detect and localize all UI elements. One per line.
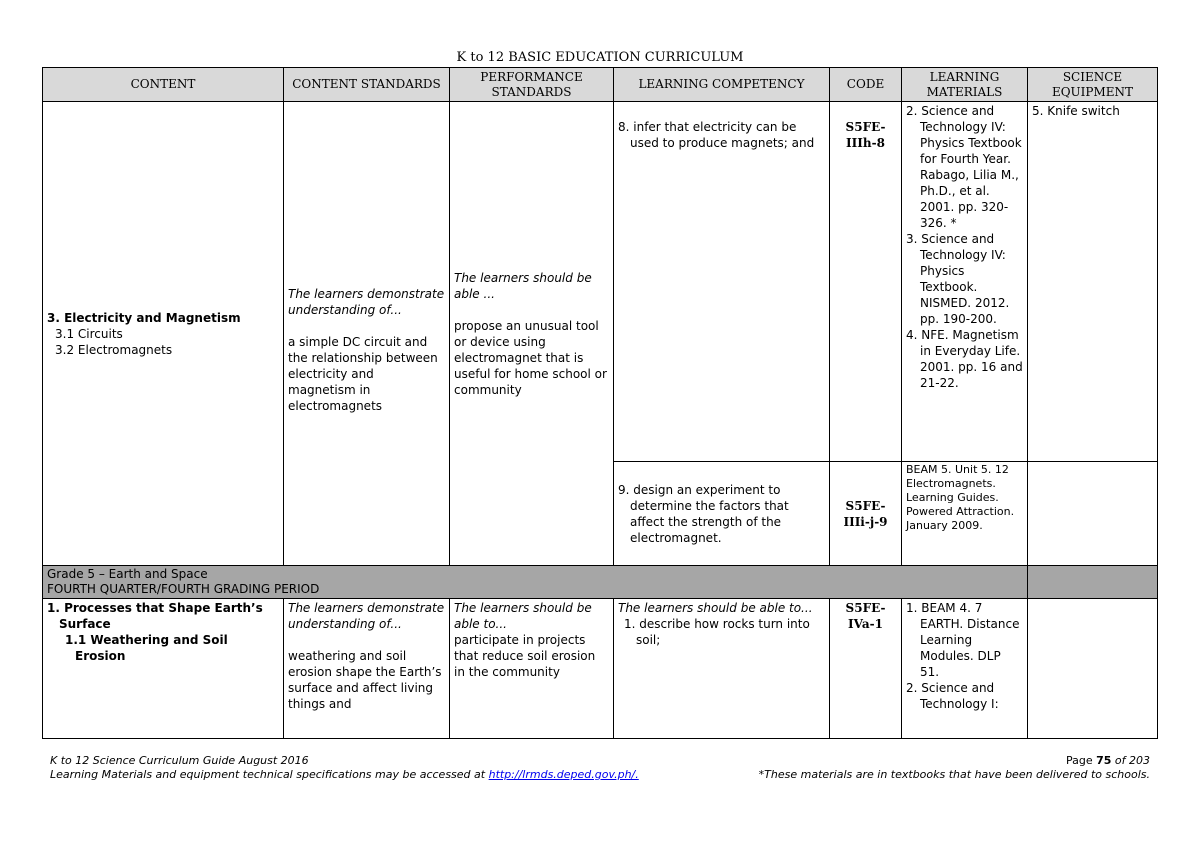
learning-competency-text: 8. infer that electricity can be used to produce magnets; and (618, 120, 815, 150)
list-item: 2. Science and Technology I: (906, 681, 999, 711)
science-equipment-text: 5. Knife switch (1032, 104, 1120, 118)
guide-label: K to 12 Science Curriculum Guide August 2016 (50, 754, 309, 767)
content-cell (43, 102, 284, 566)
content-subitem: 1.1 Weathering and Soil Erosion (65, 633, 228, 663)
learning-materials-cell (902, 102, 1028, 462)
learning-materials-text: BEAM 5. Unit 5. 12 Electromagnets. Learning Guides. Powered Attraction. January 2009. (906, 463, 1015, 532)
header-performance-standards: PERFORMANCE STANDARDS (450, 68, 614, 102)
grade-period-cell (43, 566, 1028, 599)
header-learning-materials: LEARNING MATERIALS (902, 68, 1028, 102)
content-title: 1. Processes that Shape Earth’s Surface (47, 601, 263, 631)
header-learning-competency: LEARNING COMPETENCY (614, 68, 830, 102)
performance-standards-cell (450, 599, 614, 739)
performance-standards-intro: The learners should be able to... (454, 601, 592, 631)
learning-materials-cell (902, 599, 1028, 739)
header-content-standards: CONTENT STANDARDS (284, 68, 450, 102)
lrmds-link[interactable]: http://lrmds.deped.gov.ph/. (488, 768, 639, 781)
grade-period-row (43, 566, 1158, 599)
curriculum-table (42, 67, 1158, 739)
content-standards-intro: The learners demonstrate understanding of... (288, 601, 445, 631)
list-item: 2. Science and Technology IV: Physics Textbook for Fourth Year. Rabago, Lilia M., Ph.D., et al. 2001. pp. 320-326. * (906, 104, 1022, 230)
page-number: 75 (1096, 754, 1112, 767)
content-title: 3. Electricity and Magnetism (47, 310, 241, 325)
content-standards-text: a simple DC circuit and the relationship between electricity and magnetism in electromagnets (288, 334, 438, 413)
learning-competency-cell (614, 462, 830, 566)
page-prefix: Page (1065, 754, 1097, 767)
performance-standards-text: propose an unusual tool or device using electromagnet that is useful for home school or community (454, 318, 607, 397)
table-row (43, 102, 1158, 462)
competency-code: S5FE-IVa-1 (845, 601, 886, 631)
page-suffix: of 203 (1111, 754, 1150, 767)
header-content: CONTENT (43, 68, 284, 102)
performance-standards-intro: The learners should be able ... (454, 270, 592, 301)
footer-line-2 (50, 768, 1150, 782)
competency-code: S5FE-IIIi-j-9 (843, 498, 888, 529)
content-standards-text: weathering and soil erosion shape the Earth’s surface and affect living things and (288, 649, 442, 711)
content-cell (43, 599, 284, 739)
learning-competency-intro: The learners should be able to... (618, 601, 813, 615)
learning-competency-text: 9. design an experiment to determine the factors that affect the strength of the electromagnet. (618, 482, 789, 545)
document-title: K to 12 BASIC EDUCATION CURRICULUM (456, 50, 744, 65)
content-standards-cell (284, 599, 450, 739)
page-indicator (1066, 754, 1150, 768)
footer-line-1 (50, 754, 1150, 768)
list-item: 4. NFE. Magnetism in Everyday Life. 2001. pp. 16 and 21-22. (906, 328, 1023, 390)
grade-label: Grade 5 – Earth and Space (47, 567, 208, 581)
code-cell (830, 102, 902, 462)
quarter-label: FOURTH QUARTER/FOURTH GRADING PERIOD (47, 582, 320, 596)
science-equipment-cell (1028, 102, 1158, 462)
learning-competency-cell (614, 599, 830, 739)
content-subitem: 3.1 Circuits (55, 326, 123, 341)
access-text: Learning Materials and equipment technical specifications may be accessed at (50, 768, 489, 781)
grade-period-empty-cell (1028, 566, 1158, 599)
learning-competency-text: 1. describe how rocks turn into soil; (624, 617, 810, 647)
learning-materials-cell (902, 462, 1028, 566)
list-item: 3. Science and Technology IV: Physics Textbook. NISMED. 2012. pp. 190-200. (906, 232, 1010, 326)
content-standards-intro: The learners demonstrate understanding of... (288, 286, 445, 317)
performance-standards-text: participate in projects that reduce soil erosion in the community (454, 633, 596, 679)
science-equipment-cell (1028, 462, 1158, 566)
performance-standards-cell (450, 102, 614, 566)
code-cell (830, 599, 902, 739)
materials-list (906, 103, 1023, 391)
competency-code: S5FE-IIIh-8 (845, 120, 886, 150)
header-row (43, 68, 1158, 102)
textbook-note: *These materials are in textbooks that have been delivered to schools. (758, 768, 1150, 781)
science-equipment-cell (1028, 599, 1158, 739)
table-row (43, 599, 1158, 739)
content-standards-cell (284, 102, 450, 566)
code-cell (830, 462, 902, 566)
learning-competency-cell (614, 102, 830, 462)
materials-list (906, 600, 1023, 712)
list-item: 1. BEAM 4. 7 EARTH. Distance Learning Modules. DLP 51. (906, 601, 1020, 679)
header-science-equipment: SCIENCE EQUIPMENT (1028, 68, 1158, 102)
content-subitem: 3.2 Electromagnets (55, 342, 173, 357)
header-code: CODE (830, 68, 902, 102)
